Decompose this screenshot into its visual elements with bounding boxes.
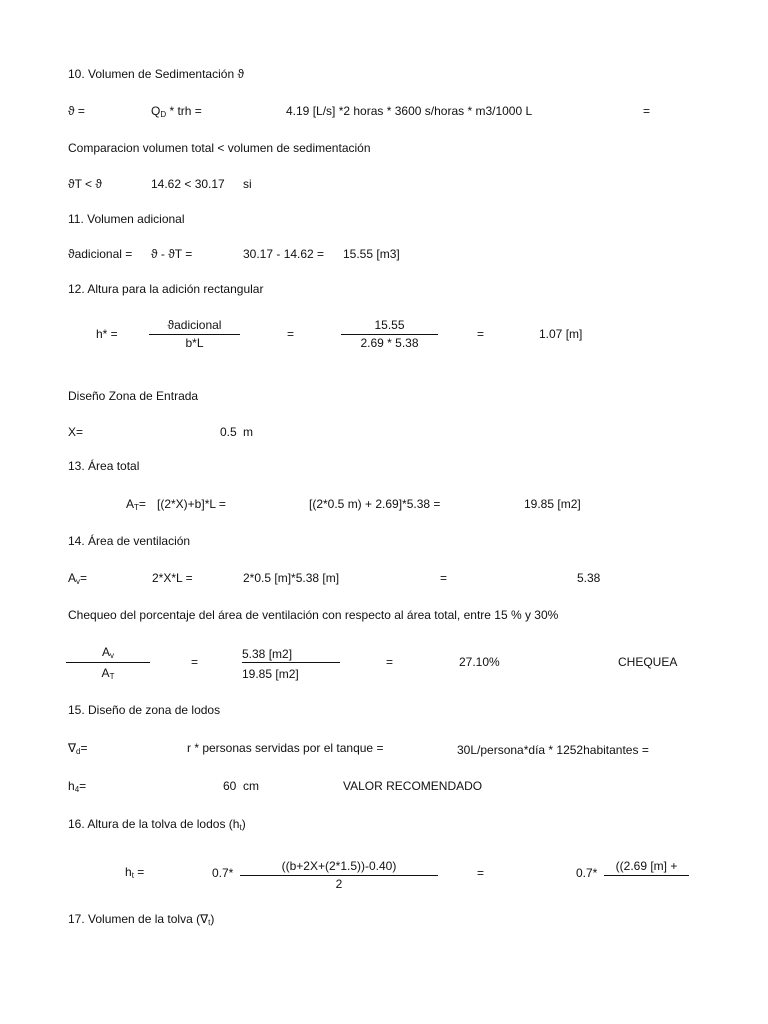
section-17-title: 17. Volumen de la tolva $(\nabla_t)$ (68, 912, 215, 927)
s14-equals: = (440, 571, 448, 585)
s12-lhs: h* = (96, 327, 118, 341)
s14-lhs: $A_v=$ (68, 571, 88, 586)
s16-fraction-bar-2 (604, 875, 689, 876)
s16-fraction-bar (240, 875, 438, 876)
s13-lhs: $A_T=$ (126, 497, 146, 512)
s11-calc: 30.17 - 14.62 = (243, 247, 325, 261)
comparison-title: Comparacion volumen total < volumen de sedimentación (68, 141, 371, 155)
s13-result: 19.85 [m2] (524, 497, 581, 511)
section-15-title: 15. Diseño de zona de lodos (68, 703, 221, 717)
s16-equals: = (477, 866, 485, 880)
check-equals-1: = (191, 655, 199, 669)
h4-value: 60 (223, 779, 237, 793)
s15-lhs: $\nabla_d=$ (68, 741, 88, 756)
check-denominator-2: 19.85 [m2] (242, 667, 299, 681)
s15-formula: r * personas servidas por el tanque = (187, 741, 384, 755)
s16-numerator: ((b+2X+(2*1.5))-0.40) (281, 859, 397, 873)
s13-formula: [(2*X)+b]*L = (157, 497, 226, 511)
check-percent: 27.10% (459, 655, 500, 669)
s11-lhs: ϑadicional = (68, 247, 133, 261)
comparison-values: 14.62 < 30.17 (151, 177, 225, 191)
comparison-lhs: ϑT < ϑ (68, 177, 102, 191)
section-16-title: 16. Altura de la tolva de lodos $(h_t)$ (68, 817, 246, 832)
check-equals-2: = (386, 655, 394, 669)
check-numerator-2: 5.38 [m2] (242, 647, 293, 661)
s16-coef-1: 0.7* (212, 866, 234, 880)
s10-equals: = (643, 104, 651, 118)
section-13-title: 13. Área total (68, 459, 140, 473)
check-fraction-bar (66, 662, 150, 663)
s14-formula: 2*X*L = (152, 571, 193, 585)
s10-lhs: ϑ = (68, 104, 85, 118)
s10-formula: $Q_D$ * trh = (151, 104, 202, 119)
s11-result: 15.55 [m3] (343, 247, 400, 261)
check-status: CHEQUEA (618, 655, 678, 669)
s13-calc: [(2*0.5 m) + 2.69]*5.38 = (309, 497, 441, 511)
section-11-title: 11. Volumen adicional (68, 212, 185, 226)
check-numerator: $A_v$ (101, 645, 114, 660)
check-fraction-bar-2 (242, 662, 340, 663)
section-10-title: 10. Volumen de Sedimentación ϑ (68, 67, 245, 81)
h4-unit: cm (243, 779, 259, 793)
x-label: X= (68, 425, 84, 439)
section-14-title: 14. Área de ventilación (68, 534, 191, 548)
x-value: 0.5 (220, 425, 237, 439)
s12-denominator: b*L (185, 336, 204, 350)
h4-label: $h_4=$ (68, 779, 87, 794)
s12-numerator: ϑadicional (167, 318, 222, 332)
s12-denominator-2: 2.69 * 5.38 (360, 336, 419, 350)
s12-fraction-bar-2 (341, 334, 438, 335)
s14-result: 5.38 (577, 571, 601, 585)
x-unit: m (243, 425, 253, 439)
s14-calc: 2*0.5 [m]*5.38 [m] (243, 571, 340, 585)
section-12-title: 12. Altura para la adición rectangular (68, 282, 264, 296)
entrada-title: Diseño Zona de Entrada (68, 389, 199, 403)
s16-denominator: 2 (335, 877, 343, 891)
h4-note: VALOR RECOMENDADO (343, 779, 483, 793)
s10-calc: 4.19 [L/s] *2 horas * 3600 s/horas * m3/1000 L (286, 104, 533, 118)
s12-numerator-2: 15.55 (374, 318, 405, 332)
s12-result: 1.07 [m] (539, 327, 583, 341)
s15-calc: 30L/persona*día * 1252habitantes = (457, 743, 649, 757)
s16-numerator-2: ((2.69 [m] + (615, 859, 678, 873)
s16-lhs: $h_t$ = (125, 865, 145, 880)
s11-formula: ϑ - ϑT = (151, 247, 193, 261)
comparison-result: si (243, 177, 252, 191)
s12-fraction-bar (149, 334, 240, 335)
check-title: Chequeo del porcentaje del área de ventilación con respecto al área total, entre 15 % y 30% (68, 608, 559, 622)
s12-equals-2: = (477, 327, 485, 341)
check-denominator: $A_T$ (101, 666, 115, 681)
s12-equals-1: = (287, 327, 295, 341)
s16-coef-2: 0.7* (576, 866, 598, 880)
